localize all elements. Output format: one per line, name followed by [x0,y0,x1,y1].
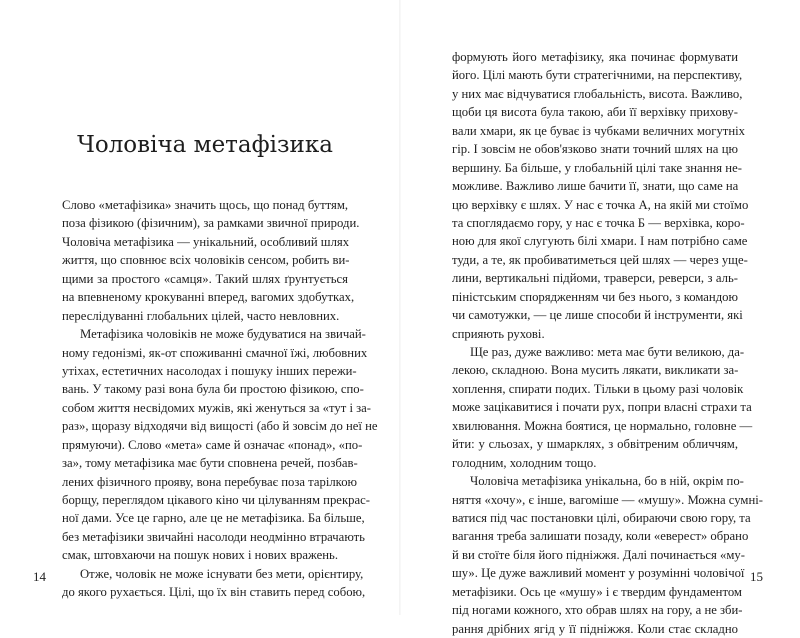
text-line: лекою, складною. Вона мусить лякати, викликати за- [452,363,739,378]
text-line: утіхах, естетичних насолодах і пошуку інших пережи- [62,363,357,378]
text-line: на впевненому крокуванні вперед, вагомих здобутках, [62,290,355,305]
text-line: Чоловіча метафізика — унікальний, особливий шлях [62,234,350,249]
text-line: голодним, холодним тощо. [452,455,597,470]
text-line: переслідуванні глобальних цілей, часто невловних. [62,308,340,323]
text-line: борщу, переглядом цікавого кіно чи цілуванням прекрас- [62,493,370,507]
text-line: Чоловіча метафізика унікальна, бо в ній, окрім по- [470,474,744,489]
text-line: без метафізики звичайні насолоди неодмінно втрачають [62,529,365,544]
text-line: за», тому метафізика має бути сповнена речей, позбав- [62,456,358,471]
text-line: ною для якої слугують білі хмари. І нам потрібно саме [452,234,748,249]
text-line: піністським спорядженням чи без нього, з командою [452,289,738,304]
text-line: ватися під час постановки цілі, обираючи свою гору, та [452,510,751,525]
text-line: йти: у сльозах, у шмарклях, з обвітреним обличчям, [452,437,738,452]
text-line: може зацікавитися і почати рух, попри власні страхи та [452,400,752,415]
text-line: щими за простого «самця». Такий шлях ґрунтується [62,271,348,286]
text-line: рання дрібних ягід у її підніжжя. Коли стає складно [452,621,738,636]
text-line: смак, штовхаючи на пошук нових і нових вражень. [62,548,339,563]
text-line: вали хмари, як це буває із чубками величних могутніх [452,123,745,138]
right-page [400,0,800,636]
text-line: собом життя несвідомих мужів, які женуться за «тут і за- [62,400,372,415]
text-line: сприяють рухові. [452,326,545,341]
text-line: метафізики. Ось це «мушу» і є твердим фундаментом [452,584,742,599]
text-line: Метафізика чоловіків не може будуватися на звичай- [80,327,366,342]
text-line: чи самотужки, — це лише способи й інструменти, які [452,308,743,323]
text-line: лини, вертикальні підйоми, траверси, реверси, з аль- [452,271,738,286]
text-line: няття «хочу», є інше, вагоміше — «мушу». Можна сумні- [452,492,764,507]
left-page [0,0,400,615]
text-line: формують його метафізику, яка починає формувати [452,50,738,64]
text-line: й ви стоїте біля його підніжжя. Далі починається «му- [452,547,745,562]
text-line: ному гедонізмі, як-от споживанні смачної їжі, любовних [62,345,368,360]
text-line: раз», щоразу відходячи від вищості (або й зовсім до неї не [62,419,378,434]
text-line: туди, а те, як пробиватиметься цей шлях — через уще- [452,252,748,267]
text-line: хвилювання. Можна боятися, це нормально, головне — [452,418,753,433]
right-page-number: 15 [750,569,763,584]
text-line: та споглядаємо гору, у нас є точка Б — верхівка, коро- [452,215,745,230]
text-line: до якого рухається. Цілі, що їх він ставить перед собою, [62,585,366,600]
text-line: життя, що сповнює всіх чоловіків сенсом, робить ви- [62,253,350,268]
text-line: Ще раз, дуже важливо: мета має бути великою, да- [470,345,745,359]
text-line: вершину. Ба більше, у глобальній цілі таке знання не- [452,160,742,175]
text-line: цю верхівку є шлях. У нас є точка А, на якій ми стоїмо [452,197,749,212]
text-line: лених фізичного прояву, вона перебуває поза тарілкою [62,474,358,489]
chapter-title: Чоловіча метафізика [77,132,333,158]
text-line: Слово «метафізика» значить щось, що понад буттям, [62,198,349,212]
text-line: хоплення, спирати подих. Тільки в цьому разі чоловік [452,381,744,396]
text-line: у них має відчуватися глобальність, висота. Важливо, [452,86,743,101]
text-line: можливе. Важливо лише бачити її, знати, що саме на [452,179,739,194]
text-line: вань. У такому разі вона була би простою фізикою, спо- [62,382,364,397]
left-page-body [62,196,378,602]
text-line: Отже, чоловік не може існувати без мети, орієнтиру, [80,566,364,581]
text-line: його. Цілі мають бути стратегічними, на перспективу, [452,68,743,83]
text-line: щоби ця висота була такою, аби її верхівку прихову- [452,105,738,120]
left-page-number: 14 [33,569,46,584]
text-line: під ногами кожного, хто обрав шлях на гору, а не зби- [452,603,743,618]
text-line: гір. І зовсім не обов'язково знати точний шлях на цю [452,142,738,157]
text-line: вагання треба залишати позаду, коли «еверест» обрано [452,529,749,544]
text-line: шу». Це дуже важливий момент у розумінні чоловічої [452,566,745,581]
text-line: поза фізикою (фізичним), за рамками звичної природи. [62,216,360,231]
text-line: прямуючи). Слово «мета» саме й означає «понад», «по- [62,437,363,452]
text-line: ної дами. Усе це гарно, але це не метафізика. Ба більше, [62,511,365,526]
